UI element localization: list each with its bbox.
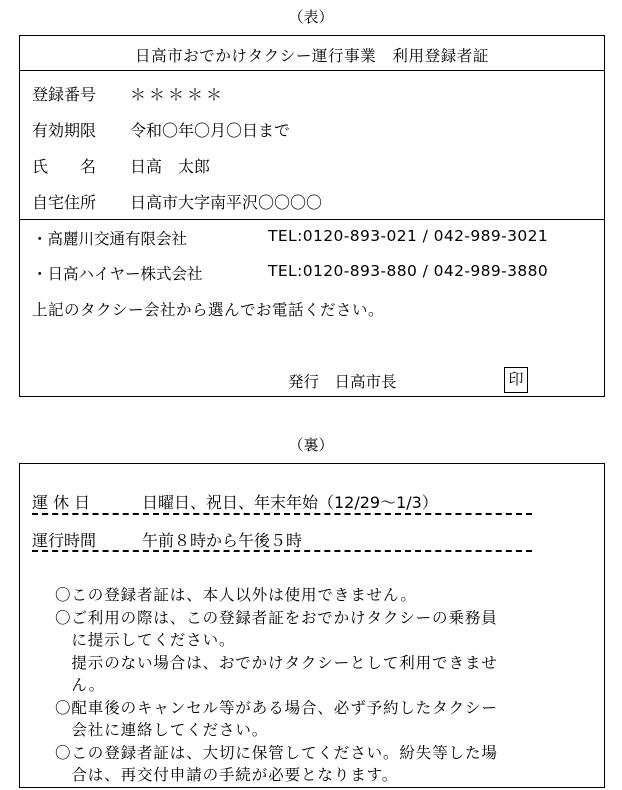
registration-number-value: ＊＊＊＊＊: [130, 85, 226, 104]
fields-divider: [20, 219, 604, 220]
company-2-tel: TEL:0120-893-880 / 042-989-3880: [268, 262, 549, 280]
back-card: [19, 463, 605, 788]
company-1-tel: TEL:0120-893-021 / 042-989-3021: [268, 227, 549, 245]
hours-underline: [32, 550, 532, 552]
expiry-value: 令和〇年〇月〇日まで: [130, 121, 291, 140]
name-label: 氏 名: [32, 157, 97, 176]
expiry-label: 有効期限: [32, 121, 97, 140]
seal-stamp: 印: [504, 367, 528, 393]
address-label: 自宅住所: [32, 193, 97, 212]
company-1-name: ・高麗川交通有限会社: [32, 230, 188, 248]
address-value: 日高市大字南平沢〇〇〇〇: [130, 193, 323, 212]
note-line: 〇配車後のキャンセル等がある場合、必ず予約したタクシー: [55, 699, 498, 717]
instruction-text: 上記のタクシー会社から選んでお電話ください。: [32, 301, 385, 319]
name-value: 日高 太郎: [130, 157, 211, 176]
note-line: に提示してください。: [55, 631, 236, 649]
note-line: 提示のない場合は、おでかけタクシーとして利用できませ: [55, 654, 498, 672]
holiday-value: 日曜日、祝日、年末年始（12/29～1/3）: [142, 493, 438, 512]
front-card: [19, 35, 605, 397]
note-line: 合は、再交付申請の手続が必要となります。: [55, 766, 399, 784]
title-divider: [20, 70, 604, 71]
back-side-label: （裏）: [288, 436, 334, 454]
issuer-text: 発行 日高市長: [288, 373, 397, 391]
registration-number-label: 登録番号: [32, 85, 97, 104]
hours-value: 午前８時から午後５時: [142, 531, 303, 550]
note-line: ん。: [55, 676, 106, 694]
company-2-name: ・日高ハイヤー株式会社: [32, 265, 203, 283]
note-line: 〇この登録者証は、本人以外は使用できません。: [55, 586, 417, 604]
front-side-label: （表）: [288, 8, 334, 26]
hours-label: 運行時間: [32, 531, 97, 550]
note-line: 〇この登録者証は、大切に保管してください。紛失等した場: [55, 744, 498, 762]
holiday-underline: [32, 513, 532, 515]
note-line: 〇ご利用の際は、この登録者証をおでかけタクシーの乗務員: [55, 609, 498, 627]
card-title: 日高市おでかけタクシー運行事業 利用登録者証: [134, 47, 490, 65]
note-line: 会社に連絡してください。: [55, 721, 269, 739]
holiday-label: 運 休 日: [32, 493, 91, 512]
